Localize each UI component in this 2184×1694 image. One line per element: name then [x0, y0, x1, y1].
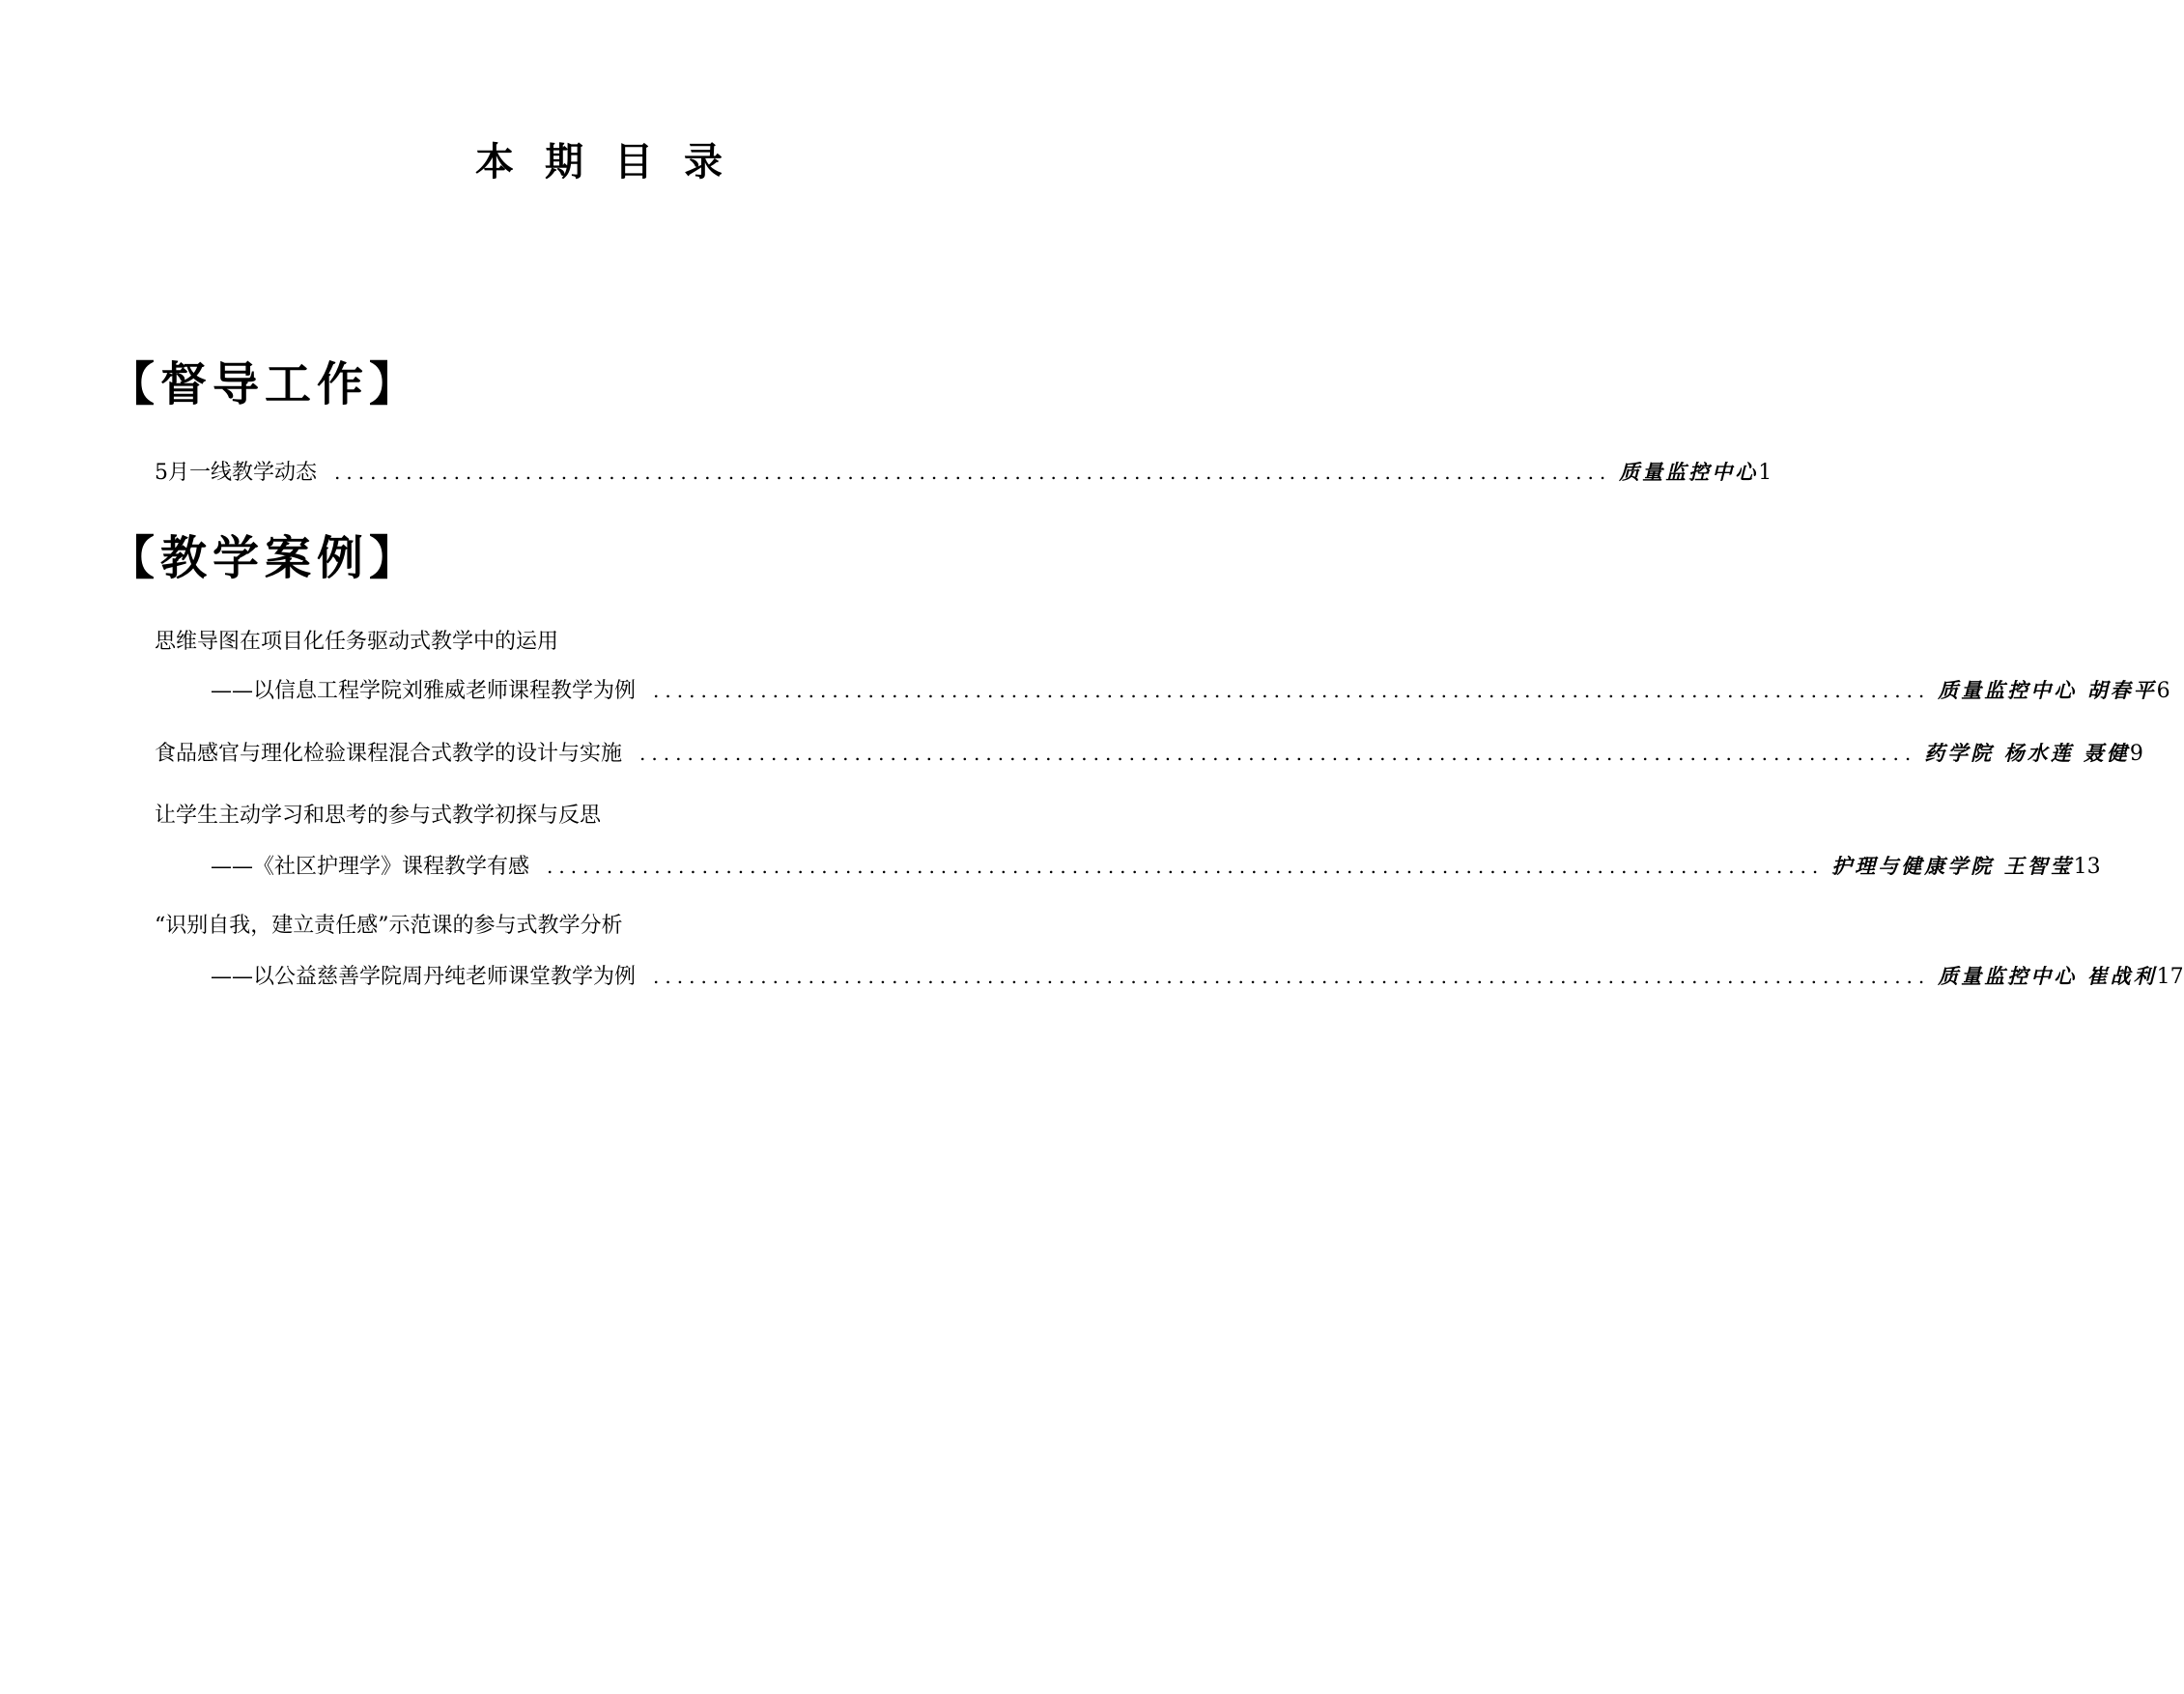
toc-entry[interactable]	[211, 964, 2184, 990]
section-heading-supervision: 【督导工作】	[108, 357, 422, 411]
toc-entry[interactable]	[155, 741, 2143, 767]
dot-leader: ...........................................................................................................	[334, 461, 1612, 484]
toc-entry-subtitle: ——以公益慈善学院周丹纯老师课堂教学为例	[211, 965, 637, 989]
dot-leader: ...........................................................................................................	[653, 679, 1931, 702]
toc-entry-page: 13	[2073, 855, 2101, 879]
toc-entry-title: 食品感官与理化检验课程混合式教学的设计与实施	[155, 742, 623, 766]
toc-entry-author: 质量监控中心 崔战利	[1938, 964, 2157, 988]
toc-entry-page: 9	[2129, 742, 2143, 766]
toc-entry-title[interactable]: 让学生主动学习和思考的参与式教学初探与反思	[155, 804, 602, 828]
toc-entry-subtitle: ——《社区护理学》课程教学有感	[211, 855, 530, 879]
toc-entry-subtitle: ——以信息工程学院刘雅威老师课程教学为例	[211, 679, 637, 703]
toc-entry-author: 质量监控中心	[1619, 460, 1759, 484]
toc-entry-author: 药学院 杨水莲 聂健	[1924, 741, 2130, 765]
toc-entry-page: 6	[2156, 679, 2170, 703]
toc-entry-title[interactable]: 思维导图在项目化任务驱动式教学中的运用	[155, 630, 559, 654]
toc-entry-page: 17	[2156, 965, 2184, 989]
page-title: 本期目录	[475, 140, 753, 184]
toc-entry[interactable]	[211, 854, 2101, 880]
toc-entry-title: 5月一线教学动态	[155, 461, 317, 485]
section-heading-teaching-cases: 【教学案例】	[108, 531, 422, 585]
toc-entry-title[interactable]: “识别自我，建立责任感”示范课的参与式教学分析	[155, 914, 623, 938]
dot-leader: ...........................................................................................................	[547, 855, 1825, 878]
toc-entry-author: 护理与健康学院 王智莹	[1831, 854, 2074, 878]
toc-entry-page: 1	[1758, 461, 1773, 485]
toc-entry[interactable]	[211, 678, 2170, 704]
dot-leader: ...........................................................................................................	[653, 965, 1931, 988]
dot-leader: ...........................................................................................................	[639, 742, 1917, 765]
toc-entry-author: 质量监控中心 胡春平	[1938, 678, 2157, 702]
toc-entry[interactable]	[155, 460, 1773, 486]
